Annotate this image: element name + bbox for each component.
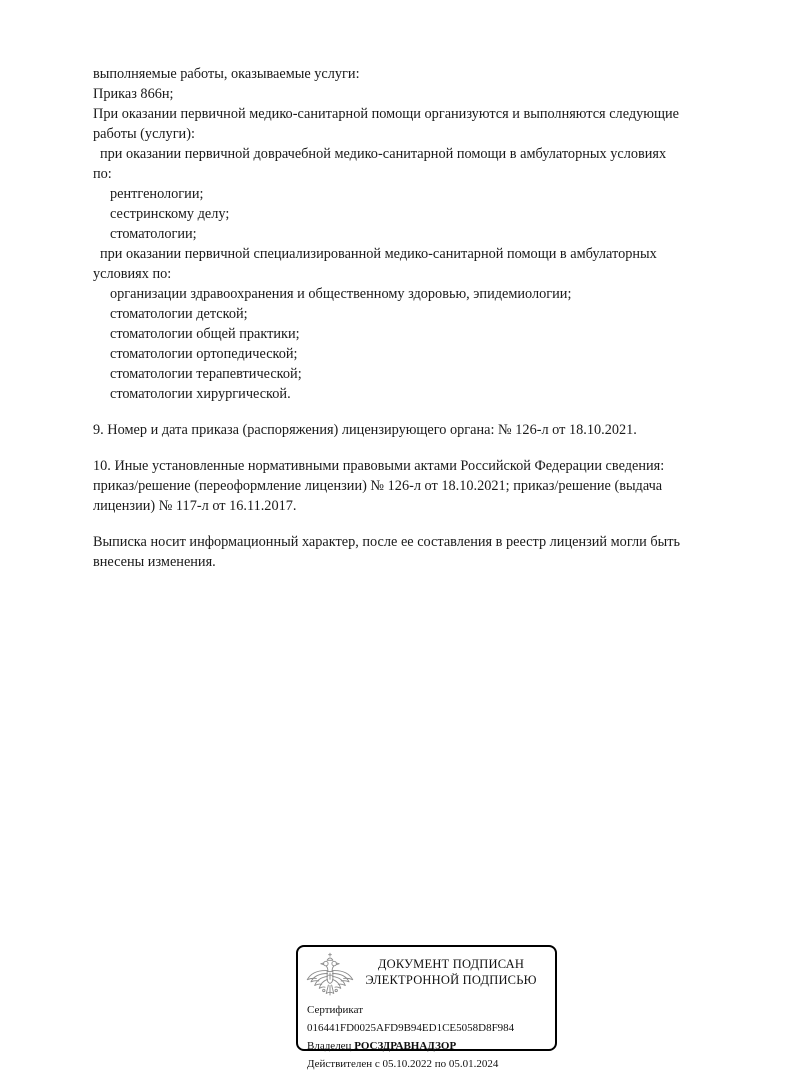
document-line: организации здравоохранения и общественному здоровью, эпидемиологии; (110, 286, 572, 302)
blank-line (93, 516, 783, 532)
certificate-line (307, 1001, 547, 1037)
document-line: рентгенологии; (110, 186, 204, 202)
document-line: стоматологии хирургической. (110, 386, 291, 402)
document-line: условиях по: (93, 266, 172, 282)
document-line: работы (услуги): (93, 126, 195, 142)
document-line: приказ/решение (переоформление лицензии) № 126-л от 18.10.2021; приказ/решение (выдача (93, 478, 663, 494)
stamp-header (298, 947, 555, 1000)
document-line: стоматологии общей практики; (110, 326, 300, 342)
document-line: лицензии) № 117-л от 16.11.2017. (93, 498, 297, 514)
document-line: При оказании первичной медико-санитарной помощи организуются и выполняются следующие (93, 106, 679, 122)
validity-line: Действителен с 05.10.2022 по 05.01.2024 (307, 1058, 499, 1070)
document-text (93, 64, 783, 572)
document-line: 10. Иные установленные нормативными правовыми актами Российской Федерации сведения: (93, 458, 665, 474)
document-line: Приказ 866н; (93, 86, 174, 102)
document-line: Выписка носит информационный характер, после ее составления в реестр лицензий могли быть (93, 534, 680, 550)
document-line: выполняемые работы, оказываемые услуги: (93, 66, 360, 82)
owner-line (307, 1037, 547, 1055)
document-line: 9. Номер и дата приказа (распоряжения) лицензирующего органа: № 126-л от 18.10.2021. (93, 422, 637, 438)
document-line: стоматологии; (110, 226, 197, 242)
stamp-title-line2: ЭЛЕКТРОННОЙ ПОДПИСЬЮ (365, 973, 537, 987)
document-line: при оказании первичной доврачебной медико-санитарной помощи в амбулаторных условиях (100, 146, 667, 162)
stamp-title-line1: ДОКУМЕНТ ПОДПИСАН (377, 957, 525, 971)
document-line: сестринскому делу; (110, 206, 230, 222)
document-line: стоматологии ортопедической; (110, 346, 298, 362)
document-line: по: (93, 166, 112, 182)
document-line: внесены изменения. (93, 554, 216, 570)
document-line: стоматологии терапевтической; (110, 366, 302, 382)
signature-stamp (296, 945, 557, 1070)
blank-line (93, 440, 783, 456)
owner-label: Владелец (307, 1040, 352, 1052)
roszdravnadzor-eagle-emblem-icon (305, 951, 355, 1000)
document-line: при оказании первичной специализированной медико-санитарной помощи в амбулаторных (100, 246, 657, 262)
stamp-title (355, 951, 547, 988)
certificate-value: 016441FD0025AFD9B94ED1CE5058D8F984 (307, 1022, 515, 1034)
stamp-info (298, 1000, 555, 1073)
owner-value: РОСЗДРАВНАДЗОР (354, 1040, 457, 1052)
blank-line (93, 404, 783, 420)
certificate-label: Сертификат (307, 1004, 363, 1016)
document-line: стоматологии детской; (110, 306, 248, 322)
